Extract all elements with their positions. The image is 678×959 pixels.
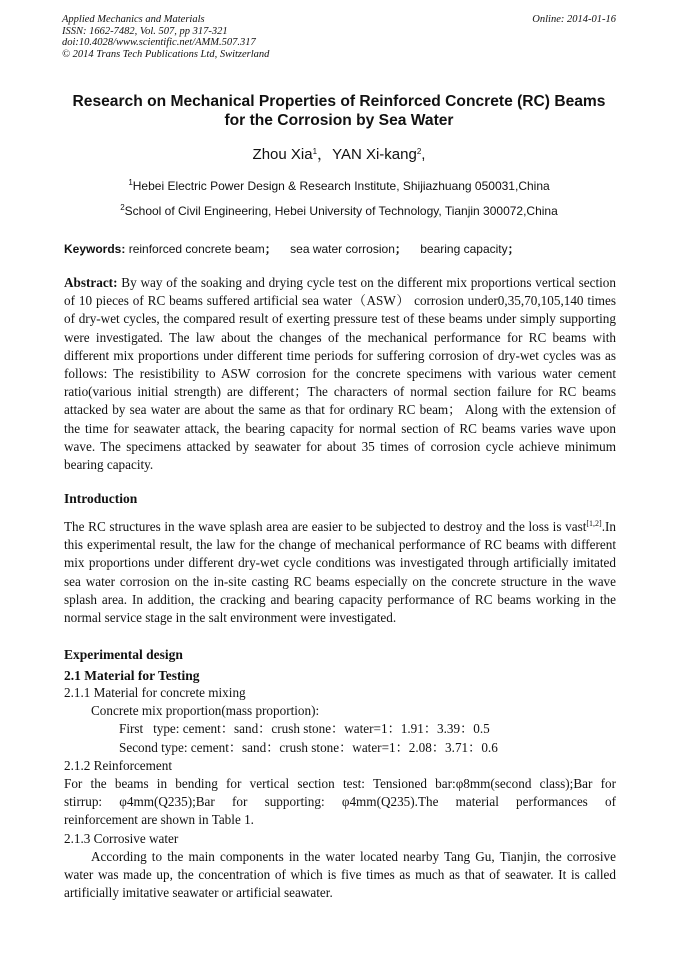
mix-first-type: First type: cement：sand：crush stone：water=1：1.91：3.39：0.5 bbox=[119, 721, 490, 737]
title-line-2: for the Corrosion by Sea Water bbox=[224, 112, 454, 129]
author-separator: ， bbox=[317, 146, 333, 163]
keyword-4: bearing capacity bbox=[420, 242, 508, 256]
author-1: Zhou Xia bbox=[252, 146, 313, 163]
keyword-separator: ； bbox=[507, 242, 520, 256]
keywords-label: Keywords: bbox=[64, 242, 126, 256]
affiliation-2 bbox=[40, 203, 638, 218]
author-line bbox=[40, 143, 638, 164]
journal-name: Applied Mechanics and Materials bbox=[62, 14, 205, 25]
mix-second-type: Second type: cement：sand：crush stone：water=1：2.08：3.71：0.6 bbox=[119, 739, 498, 755]
keyword-2: sea water bbox=[290, 242, 343, 256]
abstract-text: By way of the soaking and drying cycle test on the different mix proportions vertical section of 10 pieces of RC beams suffered artificial sea water（ASW） corrosion under0,35,70,105,140 times of dry-wet cycles, the compared result of exerting pressure test of these beams under simply supporting were investigated. The law about the changes of the mechanical performance for RC beams with different mix proportions under different time periods for suffering corrosion of dry-wet cycles was as follows: The resistibility to ASW corrosion for the concrete specimens with various water cement ratio(various initial strength) are different；The characters of normal section failure for RC beams attacked by sea water are about the same as that for ordinary RC beam； Along with the extension of the time for seawater attack, the bearing capacity for normal section of RC beams varies wave upon wave. The specimens attacked by seawater for about 35 times of corrosion cycle achieve minimum bearing capacity. bbox=[64, 275, 616, 473]
doi-line: doi:10.4028/www.scientific.net/AMM.507.317 bbox=[62, 37, 256, 48]
material-section bbox=[64, 684, 616, 902]
author-1-affiliation-mark: 1 bbox=[312, 147, 318, 156]
keyword-1: reinforced concrete beam bbox=[128, 242, 265, 256]
author-2: YAN Xi-kang bbox=[332, 146, 417, 163]
reinforcement-line-1: For the beams in bending for vertical section test: Tensioned bar:φ8mm(second class);Bar for bbox=[64, 776, 616, 792]
affiliation-1 bbox=[40, 178, 638, 193]
introduction-text-post: .In this experimental result, the law for the change of mechanical performance of RC beams with different mix proportions under different dry-wet cycle conditions was investigated through artificially imitated sea water corrosion on the in-site casting RC beams especially on the concrete structure in the wave splash area. In addition, the cracking and bearing capacity performance of RC beams working in the normal service stage in the salt environment were investigated. bbox=[64, 519, 616, 626]
keyword-separator: ； bbox=[394, 242, 407, 256]
copyright-line: © 2014 Trans Tech Publications Ltd, Switzerland bbox=[62, 48, 270, 60]
author-end-punct: , bbox=[421, 146, 426, 163]
affiliation-2-mark: 2 bbox=[120, 203, 125, 212]
journal-header bbox=[62, 14, 616, 60]
introduction-heading: Introduction bbox=[64, 491, 138, 506]
author-2-affiliation-mark: 2 bbox=[416, 147, 422, 156]
reinforcement-line-3: reinforcement are shown in Table 1. bbox=[64, 812, 254, 828]
section-2-1-2-heading: 2.1.2 Reinforcement bbox=[64, 757, 173, 773]
online-date: Online: 2014-01-16 bbox=[532, 14, 616, 25]
section-2-1-3-heading: 2.1.3 Corrosive water bbox=[64, 830, 179, 846]
affiliation-1-text: Hebei Electric Power Design & Research Institute, Shijiazhuang 050031,China bbox=[132, 179, 550, 193]
paper-title bbox=[40, 92, 638, 130]
affiliation-2-text: School of Civil Engineering, Hebei University of Technology, Tianjin 300072,China bbox=[124, 204, 558, 218]
abstract-label: Abstract: bbox=[64, 275, 118, 290]
abstract-paragraph bbox=[64, 274, 616, 474]
section-2-1-1-heading: 2.1.1 Material for concrete mixing bbox=[64, 685, 246, 700]
reinforcement-line-2: stirrup: φ4mm(Q235);Bar for supporting: φ4mm(Q235).The material performances of bbox=[64, 794, 616, 810]
section-2-1-heading: 2.1 Material for Testing bbox=[64, 668, 200, 683]
experimental-design-heading: Experimental design bbox=[64, 647, 183, 662]
keywords-line bbox=[64, 240, 616, 257]
citation-ref: [1,2] bbox=[586, 519, 602, 528]
corrosive-water-paragraph: According to the main components in the water located nearby Tang Gu, Tianjin, the corrosive water was made up, the concentration of which is five times as much as that of seawater. It is called artificially imitative seawater or artificial seawater. bbox=[64, 848, 616, 901]
keyword-3: corrosion bbox=[345, 242, 395, 256]
issn-line: ISSN: 1662-7482, Vol. 507, pp 317-321 bbox=[62, 25, 228, 37]
title-line-1: Research on Mechanical Properties of Reinforced Concrete (RC) Beams bbox=[72, 93, 606, 110]
introduction-text-pre: The RC structures in the wave splash area are easier to be subjected to destroy and the loss is vast bbox=[64, 519, 587, 534]
mix-proportion-label: Concrete mix proportion(mass proportion): bbox=[91, 703, 320, 719]
introduction-paragraph bbox=[64, 515, 616, 627]
keyword-separator: ； bbox=[264, 242, 277, 256]
affiliation-1-mark: 1 bbox=[128, 178, 133, 187]
